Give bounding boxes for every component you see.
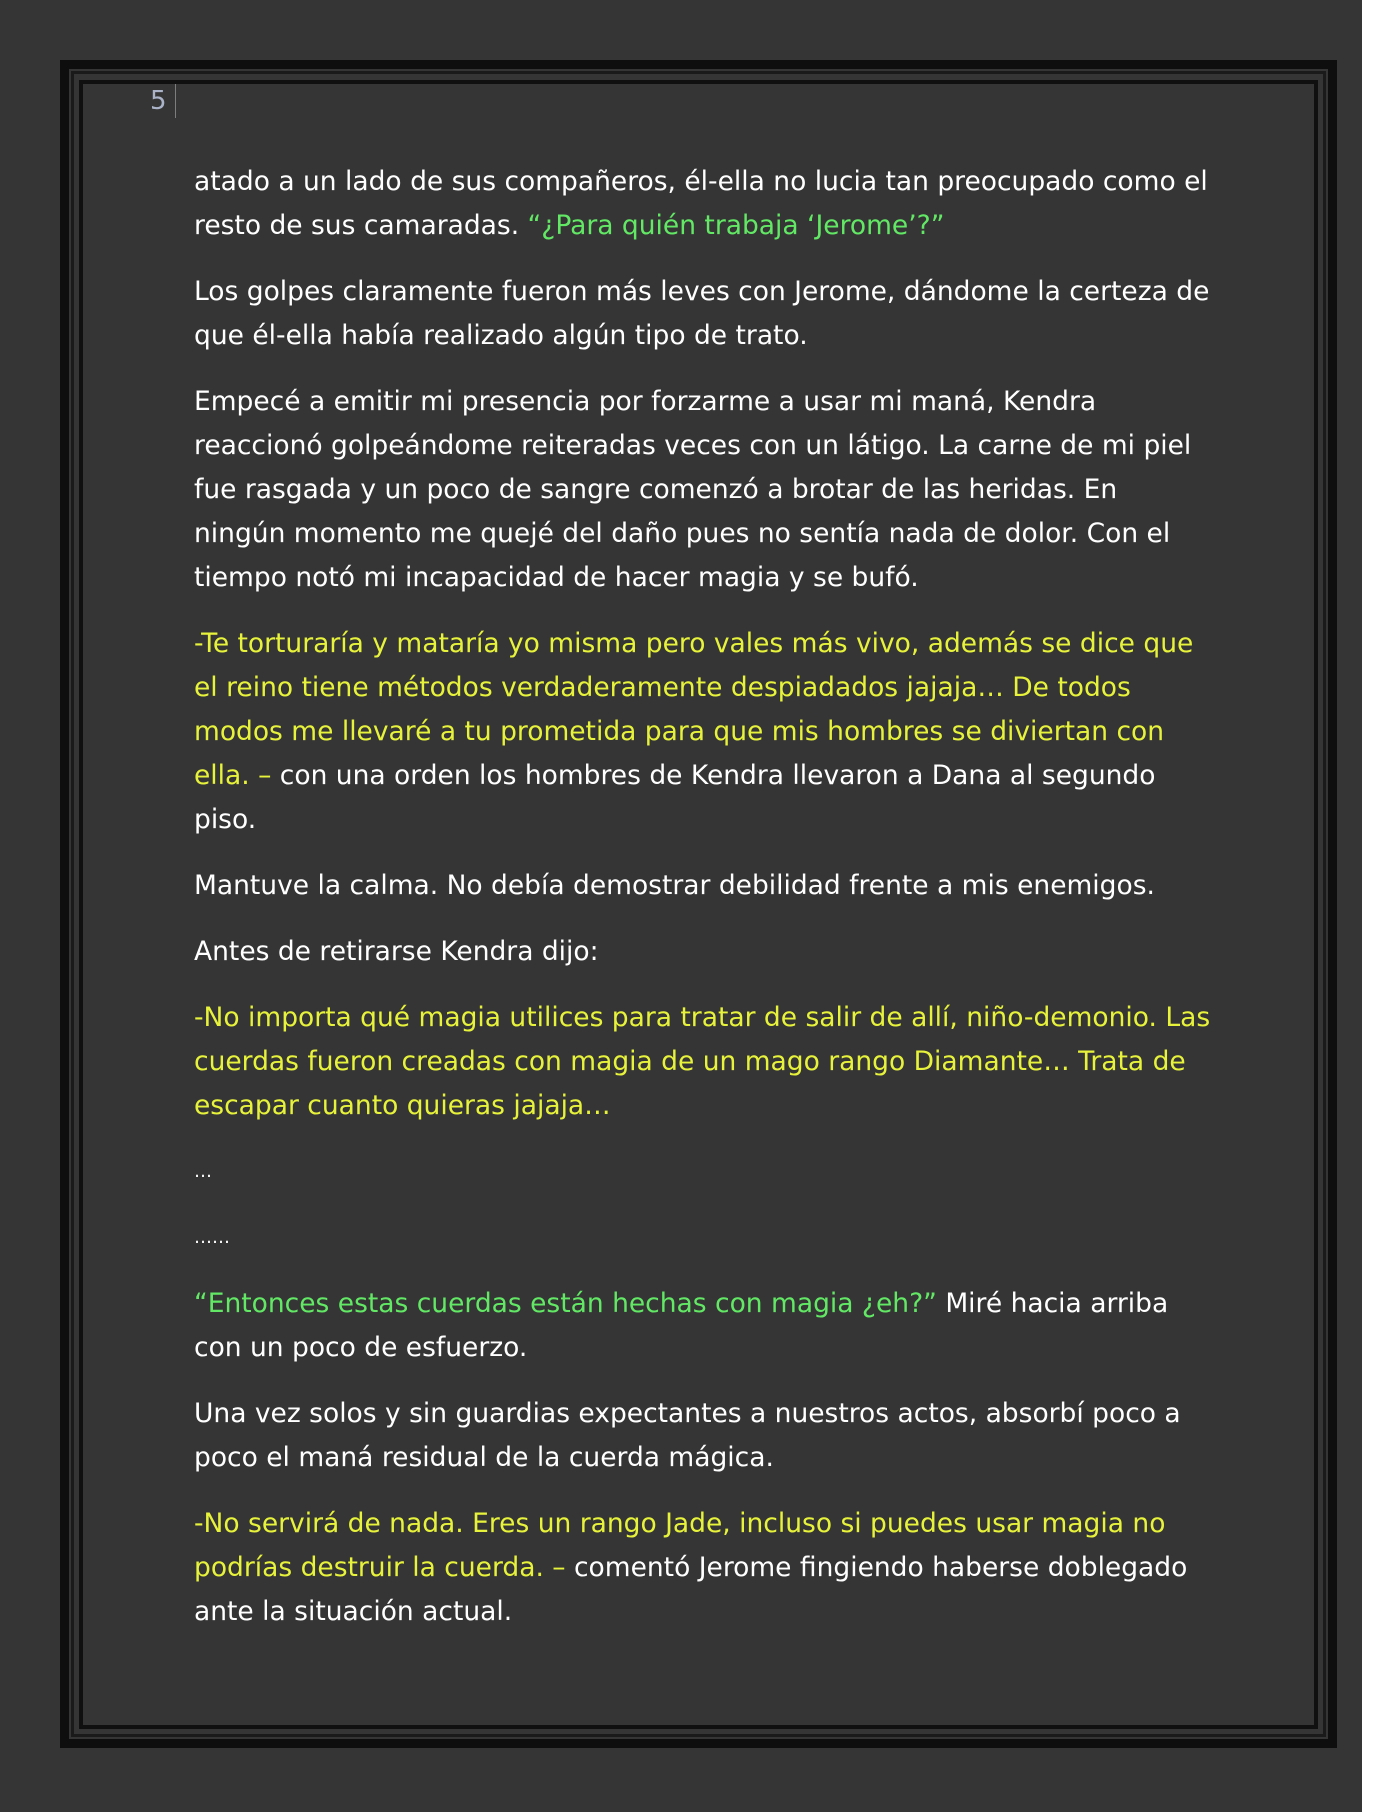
- ellipsis-text: ……: [194, 1227, 230, 1248]
- dialogue-text: -No importa qué magia utilices para tratar de salir de allí, niño-demonio. Las cuerdas fueron creadas con magia de un mago rango Diamante… Trata de escapar cuanto quieras jajaja…: [194, 1002, 1211, 1121]
- thought-text: “Entonces estas cuerdas están hechas con magia ¿eh?”: [194, 1288, 937, 1319]
- narration-text: Miré hacia arriba con un poco de esfuerzo.: [194, 1288, 1169, 1363]
- thought-text: “¿Para quién trabaja ‘Jerome’?”: [527, 210, 945, 241]
- ellipsis-text: …: [194, 1161, 212, 1182]
- narration-text: Mantuve la calma. No debía demostrar debilidad frente a mis enemigos.: [194, 870, 1155, 901]
- scene-break-ellipsis: [194, 1150, 1214, 1194]
- dialogue-text: -Te torturaría y mataría yo misma pero vales más vivo, además se dice que el reino tiene métodos verdaderamente despiadados jajaja… De todos modos me llevaré a tu prometida para que mis hombres se diviertan con ella. –: [194, 628, 1194, 791]
- narration-text: Los golpes claramente fueron más leves con Jerome, dándome la certeza de que él-ella había realizado algún tipo de trato.: [194, 276, 1210, 351]
- narration-text: Una vez solos y sin guardias expectantes a nuestros actos, absorbí poco a poco el maná residual de la cuerda mágica.: [194, 1398, 1181, 1473]
- scene-break-ellipsis: [194, 1216, 1214, 1260]
- paragraph: [194, 380, 1214, 600]
- paragraph: [194, 160, 1214, 248]
- dialogue-text: -No servirá de nada. Eres un rango Jade, incluso si puedes usar magia no podrías destruir la cuerda. –: [194, 1508, 1166, 1583]
- narration-text: Empecé a emitir mi presencia por forzarme a usar mi maná, Kendra reaccionó golpeándome reiteradas veces con un látigo. La carne de mi piel fue rasgada y un poco de sangre comenzó a brotar de las heridas. En ningún momento me quejé del daño pues no sentía nada de dolor. Con el tiempo notó mi incapacidad de hacer magia y se bufó.: [194, 386, 1192, 593]
- paragraph: [194, 930, 1214, 974]
- narration-text: con una orden los hombres de Kendra llevaron a Dana al segundo piso.: [194, 760, 1156, 835]
- paragraph: [194, 622, 1214, 842]
- paragraph: [194, 1392, 1214, 1480]
- paragraph: [194, 1282, 1214, 1370]
- paragraph: [194, 270, 1214, 358]
- story-text: [194, 160, 1214, 1656]
- page-number: 5: [150, 84, 176, 118]
- narration-text: comentó Jerome fingiendo haberse doblegado ante la situación actual.: [194, 1552, 1188, 1627]
- paragraph: [194, 864, 1214, 908]
- paragraph: [194, 1502, 1214, 1634]
- paragraph: [194, 996, 1214, 1128]
- narration-text: Antes de retirarse Kendra dijo:: [194, 936, 599, 967]
- narration-text: atado a un lado de sus compañeros, él-ella no lucia tan preocupado como el resto de sus camaradas.: [194, 166, 1208, 241]
